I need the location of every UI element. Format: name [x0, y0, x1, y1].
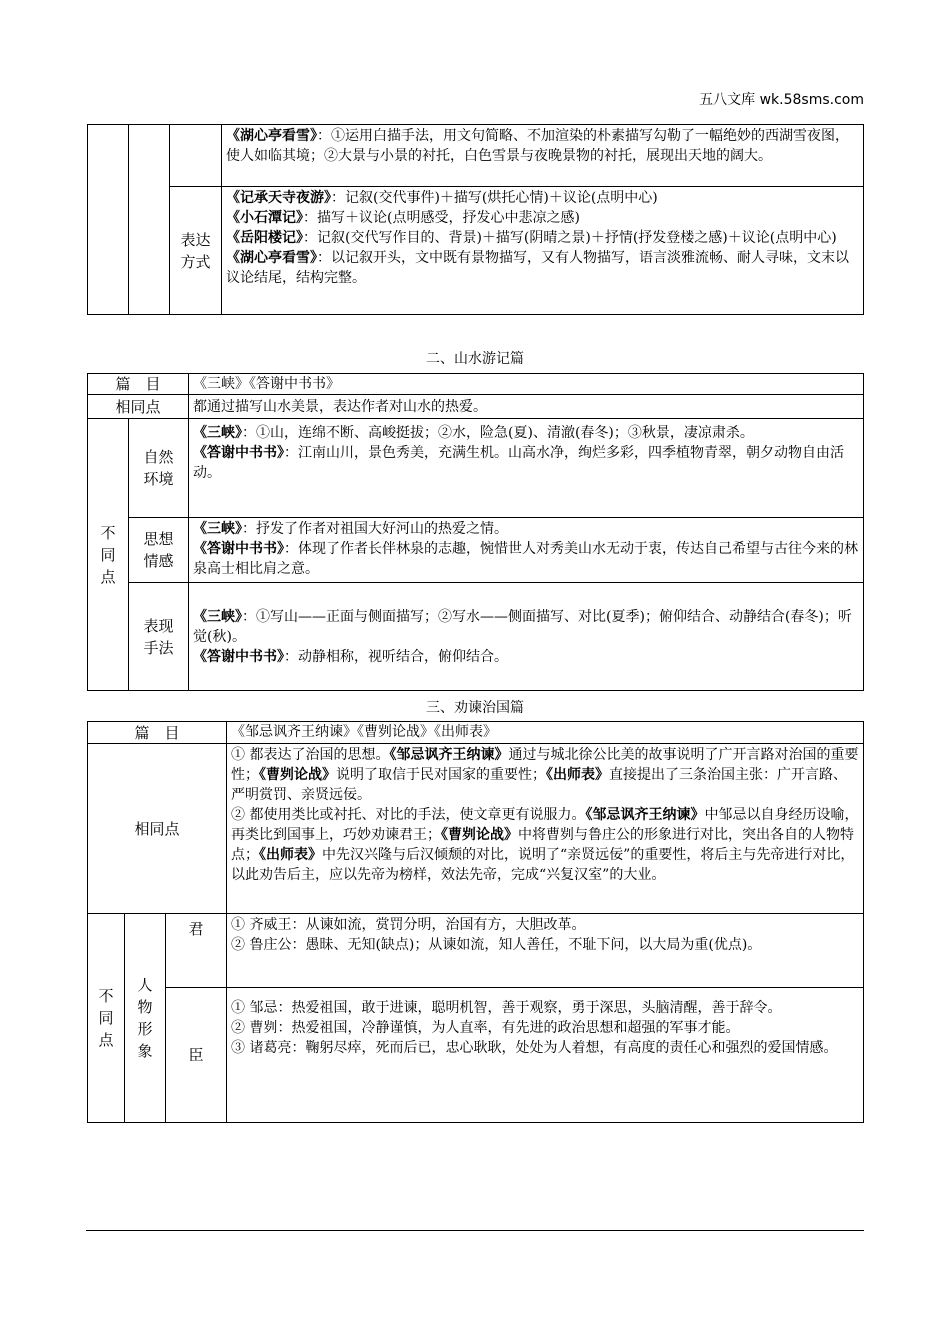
- s3-pian-value: 《邹忌讽齐王纳谏》《曹刿论战》《出师表》: [227, 722, 864, 744]
- s3-jun-label: 君: [166, 914, 227, 988]
- section-3-title: 三、劝谏治国篇: [426, 700, 524, 716]
- s2-row-label: 表现手法: [129, 583, 189, 691]
- s2-row-label: 思想情感: [129, 518, 189, 583]
- expression-label: 表达方式: [170, 187, 222, 315]
- s3-chen-label: 臣: [166, 988, 227, 1123]
- section-3-table: [87, 721, 864, 1123]
- top-blank-col-3: [170, 125, 222, 187]
- top-blank-col-2: [129, 125, 170, 315]
- s2-row-content: 《三峡》：①山，连绵不断、高峻挺拔；②水，险急(夏)、清澈(春冬)；③秋景，凄凉肃杀。 《答谢中书书》：江南山川，景色秀美，充满生机。山高水净，绚烂多彩，四季植物青翠，朝夕动物自由活动。: [189, 419, 864, 518]
- s2-row-content: 《三峡》：①写山——正面与侧面描写；②写水——侧面描写、对比(夏季)；俯仰结合、动静结合(春冬)；听觉(秋)。 《答谢中书书》：动静相称，视听结合，俯仰结合。: [189, 583, 864, 691]
- s3-pian-label: 篇 目: [88, 722, 227, 744]
- top-table: [87, 124, 864, 315]
- s2-same-label: 相同点: [88, 395, 189, 419]
- s3-diff-label: 不同点: [88, 914, 125, 1123]
- expression-cell: 《记承天寺夜游》：记叙(交代事件)＋描写(烘托心情)＋议论(点明中心) 《小石潭记》：描写＋议论(点明感受，抒发心中悲凉之感) 《岳阳楼记》：记叙(交代写作目的、背景)＋描写(阴晴之景)＋抒情(抒发登楼之感)＋议论(点明中心) 《湖心亭看雪》：以记叙开头，文中既有景物描写，又有人物描写，语言淡雅流畅、耐人寻味，文末以议论结尾，结构完整。: [222, 187, 864, 315]
- work-title: 《湖心亭看雪》: [226, 128, 317, 144]
- top-blank-col-1: [88, 125, 129, 315]
- site-header: 五八文库 wk.58sms.com: [699, 92, 864, 108]
- s3-char-label: 人物形象: [125, 914, 166, 1123]
- s2-diff-label: 不同点: [88, 419, 129, 691]
- s2-row-label: 自然环境: [129, 419, 189, 518]
- s3-same-value: ① 都表达了治国的思想。《邹忌讽齐王纳谏》通过与城北徐公比美的故事说明了广开言路对治国的重要性；《曹刿论战》说明了取信于民对国家的重要性；《出师表》直接提出了三条治国主张：广开言路、严明赏罚、亲贤远佞。 ② 都使用类比或衬托、对比的手法，使文章更有说服力。《邹忌讽齐王纳谏》中邹忌以自身经历设喻，再类比到国事上，巧妙劝谏君王；《曹刿论战》中将曹刿与鲁庄公的形象进行对比，突出各自的人物特点；《出师表》中先汉兴隆与后汉倾颓的对比，说明了“亲贤远佞”的重要性，将后主与先帝进行对比，以此劝告后主，应以先帝为榜样，效法先帝，完成“兴复汉室”的大业。: [227, 744, 864, 914]
- s3-chen-content: ① 邹忌：热爱祖国，敢于进谏，聪明机智，善于观察，勇于深思，头脑清醒，善于辞令。 ② 曹刿：热爱祖国，冷静谨慎，为人直率，有先进的政治思想和超强的军事才能。 ③ 诸葛亮：鞠躬尽瘁，死而后已，忠心耿耿，处处为人着想，有高度的责任心和强烈的爱国情感。: [227, 988, 864, 1123]
- s2-row-content: 《三峡》：抒发了作者对祖国大好河山的热爱之情。 《答谢中书书》：体现了作者长伴林泉的志趣，惋惜世人对秀美山水无动于衷，传达自己希望与古往今来的林泉高士相比肩之意。: [189, 518, 864, 583]
- s2-same-value: 都通过描写山水美景，表达作者对山水的热爱。: [189, 395, 864, 419]
- s3-jun-content: ① 齐威王：从谏如流，赏罚分明，治国有方，大胆改革。 ② 鲁庄公：愚昧、无知(缺点)；从谏如流，知人善任，不耻下问，以大局为重(优点)。: [227, 914, 864, 988]
- section-2-title: 二、山水游记篇: [426, 351, 524, 367]
- footer-divider: [86, 1230, 864, 1231]
- section-2-table: [87, 373, 864, 691]
- s3-same-label: 相同点: [88, 744, 227, 914]
- hu-technique-cell: 《湖心亭看雪》：①运用白描手法，用文句简略、不加渲染的朴素描写勾勒了一幅绝妙的西湖雪夜图，使人如临其境；②大景与小景的衬托，白色雪景与夜晚景物的衬托，展现出天地的阔大。: [222, 125, 864, 187]
- s2-pian-value: 《三峡》《答谢中书书》: [189, 374, 864, 395]
- s2-pian-label: 篇 目: [88, 374, 189, 395]
